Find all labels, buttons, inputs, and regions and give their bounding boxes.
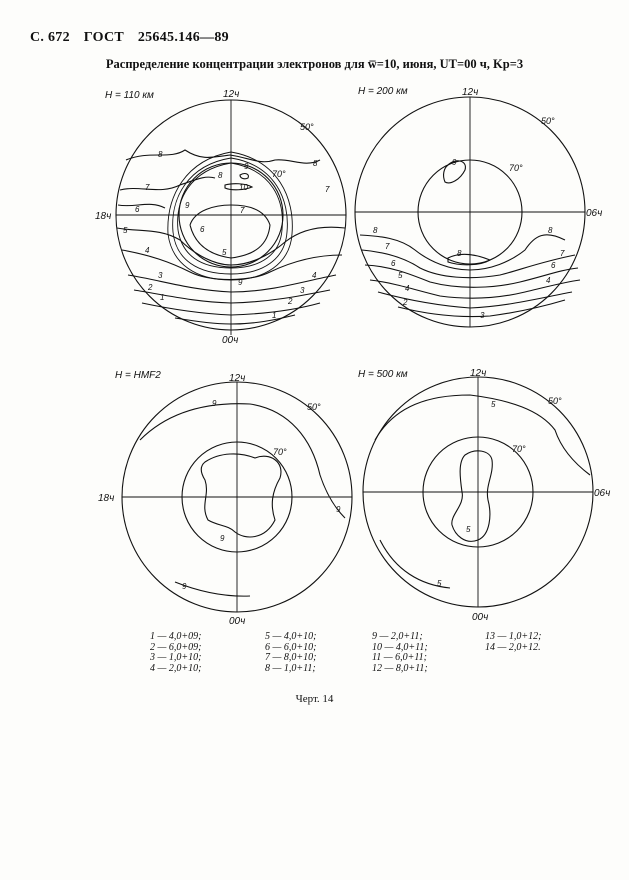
label-50deg: 50°: [307, 402, 321, 412]
label-18h: 18ч: [98, 493, 115, 504]
svg-text:10: 10: [239, 183, 248, 192]
legend-item: 5 — 4,0+10;: [265, 631, 317, 642]
legend-col-1: [150, 632, 201, 674]
svg-text:2: 2: [148, 283, 153, 292]
svg-text:3: 3: [300, 286, 305, 295]
svg-text:2: 2: [403, 298, 408, 307]
legend-item: 14 — 2,0+12.: [485, 641, 541, 653]
gost-label: ГОСТ: [83, 30, 125, 45]
svg-text:9: 9: [185, 201, 190, 210]
label-06h: 06ч: [594, 488, 611, 499]
svg-text:9: 9: [238, 278, 243, 287]
svg-text:9: 9: [182, 582, 187, 591]
svg-text:3: 3: [480, 311, 485, 320]
svg-text:8: 8: [218, 171, 223, 180]
label-00h: 00ч: [229, 616, 246, 627]
svg-text:5: 5: [491, 400, 496, 409]
label-00h: 00ч: [472, 612, 489, 623]
svg-text:4: 4: [405, 284, 410, 293]
label-12h: 12ч: [470, 368, 487, 379]
svg-text:4: 4: [546, 276, 551, 285]
label-70deg: 70°: [509, 163, 523, 173]
svg-text:8: 8: [158, 150, 163, 159]
legend-item: 6 — 6,0+10;: [265, 641, 317, 653]
svg-text:7: 7: [325, 185, 330, 194]
svg-text:3: 3: [158, 271, 163, 280]
label-00h: 00ч: [222, 335, 239, 346]
svg-text:4: 4: [145, 246, 150, 255]
panel-height-label: H = 200 км: [358, 86, 408, 97]
panel-height-label: H = 500 км: [358, 369, 408, 380]
svg-text:9: 9: [452, 158, 457, 167]
svg-text:5: 5: [123, 226, 128, 235]
svg-text:7: 7: [385, 242, 390, 251]
label-70deg: 70°: [273, 447, 287, 457]
legend-item: 12 — 8,0+11;: [372, 662, 428, 674]
svg-text:6: 6: [551, 261, 556, 270]
panel-height-label: H = 110 км: [105, 90, 154, 101]
svg-text:9: 9: [336, 505, 341, 514]
svg-text:9: 9: [244, 162, 249, 171]
label-50deg: 50°: [300, 122, 314, 132]
svg-text:8: 8: [313, 159, 318, 168]
label-70deg: 70°: [272, 169, 286, 179]
label-70deg: 70°: [512, 444, 526, 454]
legend-item: 9 — 2,0+11;: [372, 631, 423, 642]
figure-caption: Черт. 14: [295, 693, 334, 705]
label-50deg: 50°: [548, 396, 562, 406]
legend-item: 10 — 4,0+11;: [372, 641, 428, 653]
legend-item: 8 — 1,0+11;: [265, 662, 316, 674]
svg-text:9: 9: [220, 534, 225, 543]
svg-text:6: 6: [135, 205, 140, 214]
svg-text:7: 7: [240, 206, 245, 215]
panel-200km: [355, 86, 602, 327]
svg-text:5: 5: [466, 525, 471, 534]
legend-item: 7 — 8,0+10;: [265, 652, 317, 663]
svg-text:9: 9: [212, 399, 217, 408]
legend-col-4: [485, 632, 541, 653]
legend-item: 11 — 6,0+11;: [372, 652, 427, 663]
label-50deg: 50°: [541, 116, 555, 126]
svg-text:2: 2: [288, 297, 293, 306]
panel-hmf2: [98, 370, 352, 627]
label-18h: 18ч: [95, 211, 112, 222]
svg-text:8: 8: [373, 226, 378, 235]
label-06h: 06ч: [586, 208, 603, 219]
label-12h: 12ч: [462, 87, 479, 98]
legend-item: 3 — 1,0+10;: [150, 652, 202, 663]
legend-item: 1 — 4,0+09;: [150, 631, 202, 642]
legend-item: 4 — 2,0+10;: [150, 662, 202, 674]
panel-500km: [358, 368, 610, 623]
svg-text:7: 7: [560, 249, 565, 258]
legend-col-2: [265, 632, 316, 674]
label-12h: 12ч: [229, 373, 246, 384]
svg-text:7: 7: [145, 183, 150, 192]
svg-text:8: 8: [457, 249, 462, 258]
figure-title: Распределение концентрации электронов для w̅=10, июня, UT=00 ч, Kp=3: [105, 57, 524, 71]
legend-item: 13 — 1,0+12;: [485, 631, 542, 642]
svg-text:4: 4: [312, 271, 317, 280]
svg-text:5: 5: [398, 271, 403, 280]
svg-text:6: 6: [200, 225, 205, 234]
legend-item: 2 — 6,0+09;: [150, 641, 202, 653]
svg-text:5: 5: [222, 248, 227, 257]
svg-text:6: 6: [391, 259, 396, 268]
gost-number: 25645.146—89: [137, 30, 229, 45]
panel-110km: [95, 89, 346, 346]
legend-col-3: [372, 632, 428, 674]
panel-height-label: H = HMF2: [115, 370, 161, 381]
page-number: С. 672: [30, 30, 70, 45]
svg-text:1: 1: [160, 293, 165, 302]
label-12h: 12ч: [223, 89, 240, 100]
svg-text:8: 8: [548, 226, 553, 235]
svg-text:1: 1: [272, 311, 277, 320]
svg-text:5: 5: [437, 579, 442, 588]
